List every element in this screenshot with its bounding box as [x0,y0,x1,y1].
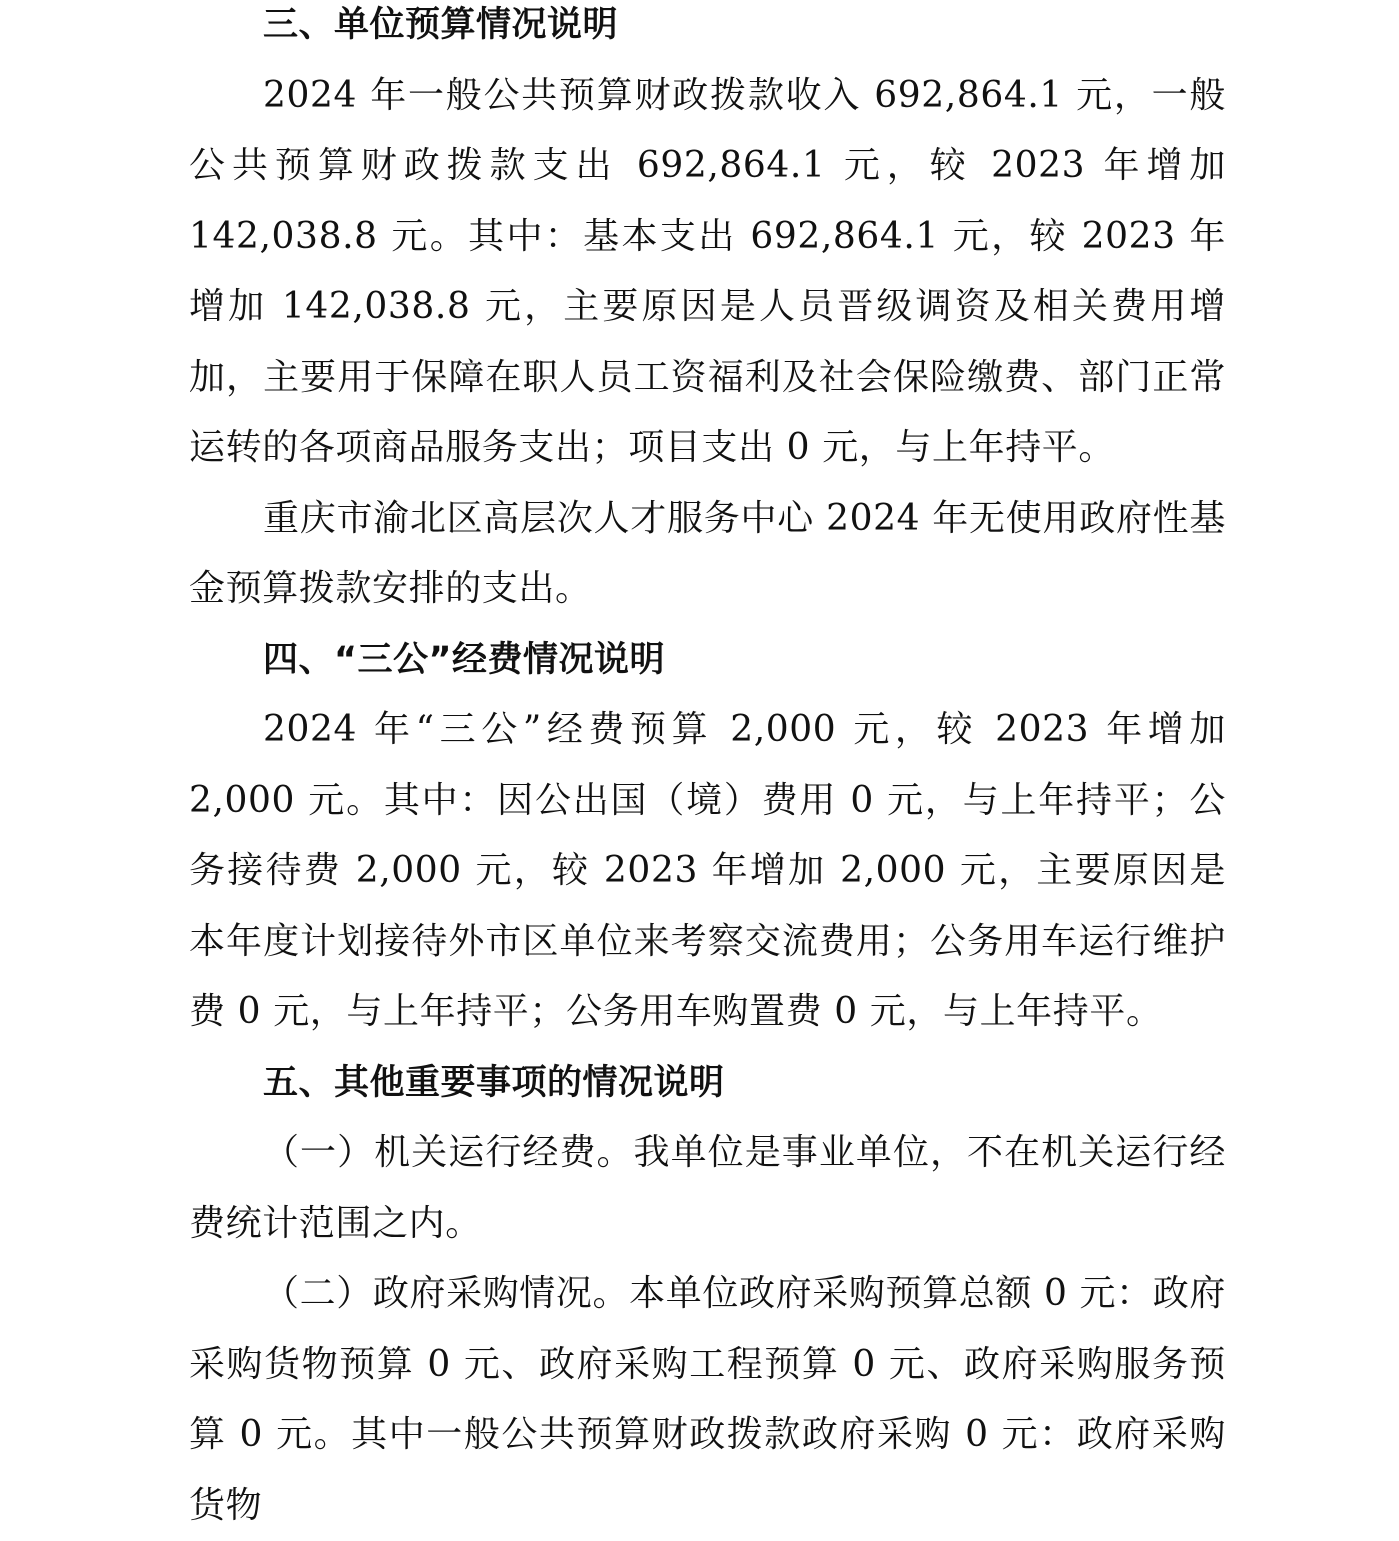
section-heading-4: 四、“三公”经费情况说明 [263,639,666,680]
section-heading-5: 五、其他重要事项的情况说明 [263,1062,725,1103]
paragraph-three-public-expenses: 2024 年“三公”经费预算 2,000 元，较 2023 年增加 2,000 元。其中：因公出国（境）费用 0 元，与上年持平；公务接待费 2,000 元，较 2023 年增加 2,000 元，主要原因是本年度计划接待外市区单位来考察交流费用；公务用车运行维护费 0 元，与上年持平；公务用车购置费 0 元，与上年持平。 [189,709,1226,1032]
paragraph-government-procurement: （二）政府采购情况。本单位政府采购预算总额 0 元：政府采购货物预算 0 元、政府采购工程预算 0 元、政府采购服务预算 0 元。其中一般公共预算财政拨款政府采购 0 元：政府采购货物 [189,1273,1226,1526]
document-body [189,0,1226,1541]
paragraph-operating-funds: （一）机关运行经费。我单位是事业单位，不在机关运行经费统计范围之内。 [189,1132,1226,1244]
paragraph-government-fund: 重庆市渝北区高层次人才服务中心 2024 年无使用政府性基金预算拨款安排的支出。 [189,497,1226,609]
paragraph-budget-income-expenditure: 2024 年一般公共预算财政拨款收入 692,864.1 元，一般公共预算财政拨款支出 692,864.1 元，较 2023 年增加 142,038.8 元。其中：基本支出 692,864.1 元，较 2023 年增加 142,038.8 元，主要原因是人员晋级调资及相关费用增加，主要用于保障在职人员工资福利及社会保险缴费、部门正常运转的各项商品服务支出；项目支出 0 元，与上年持平。 [189,74,1226,468]
section-heading-3: 三、单位预算情况说明 [263,5,619,45]
